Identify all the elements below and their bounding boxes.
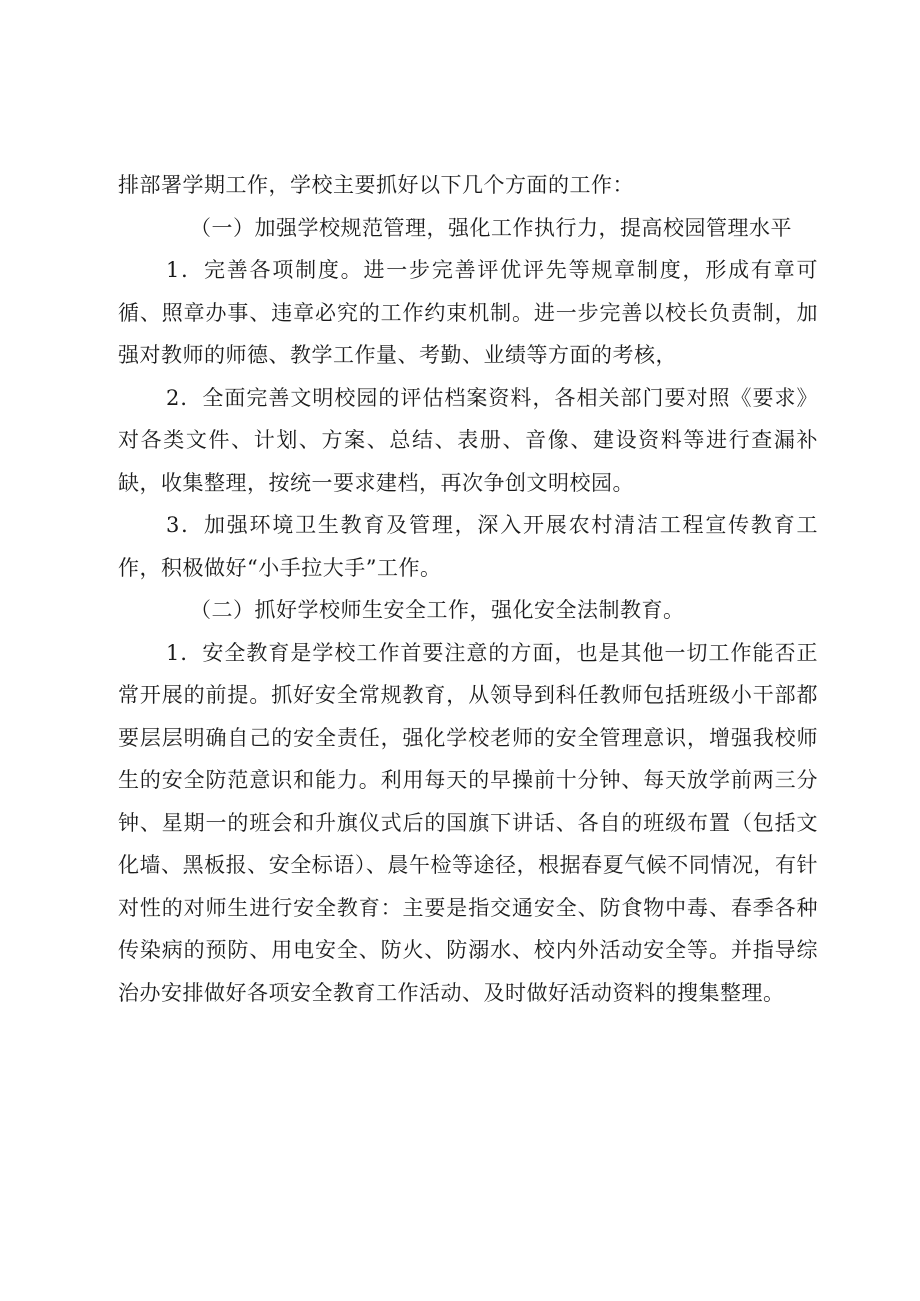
intro-paragraph: 排部署学期工作，学校主要抓好以下几个方面的工作： bbox=[118, 173, 634, 197]
item-1-3: 3．加强环境卫生教育及管理，深入开展农村清洁工程宣传教育工作，积极做好“小手拉大手”工作。 bbox=[118, 513, 818, 580]
item-1-1: 1．完善各项制度。进一步完善评优评先等规章制度，形成有章可循、照章办事、违章必究的工作约束机制。进一步完善以校长负责制，加强对教师的师德、教学工作量、考勤、业绩等方面的考核， bbox=[118, 258, 818, 367]
item-2-1: 1．安全教育是学校工作首要注意的方面，也是其他一切工作能否正常开展的前提。抓好安全常规教育，从领导到科任教师包括班级小干部都要层层明确自己的安全责任，强化学校老师的安全管理意识，增强我校师生的安全防范意识和能力。利用每天的早操前十分钟、每天放学前两三分钟、星期一的班会和升旗仪式后的国旗下讲话、各自的班级布置（包括文化墙、黑板报、安全标语）、晨午检等途径，根据春夏气候不同情况，有针对性的对师生进行安全教育：主要是指交通安全、防食物中毒、春季各种传染病的预防、用电安全、防火、防溺水、校内外活动安全等。并指导综治办安排做好各项安全教育工作活动、及时做好活动资料的搜集整理。 bbox=[118, 640, 818, 1005]
document-body bbox=[118, 164, 818, 1014]
section-heading-2: （二）抓好学校师生安全工作，强化安全法制教育。 bbox=[190, 598, 685, 622]
section-heading-1: （一）加强学校规范管理，强化工作执行力，提高校园管理水平 bbox=[190, 215, 792, 240]
item-1-2: 2．全面完善文明校园的评估档案资料，各相关部门要对照《要求》对各类文件、计划、方案、总结、表册、音像、建设资料等进行查漏补缺，收集整理，按统一要求建档，再次争创文明校园。 bbox=[118, 385, 818, 495]
